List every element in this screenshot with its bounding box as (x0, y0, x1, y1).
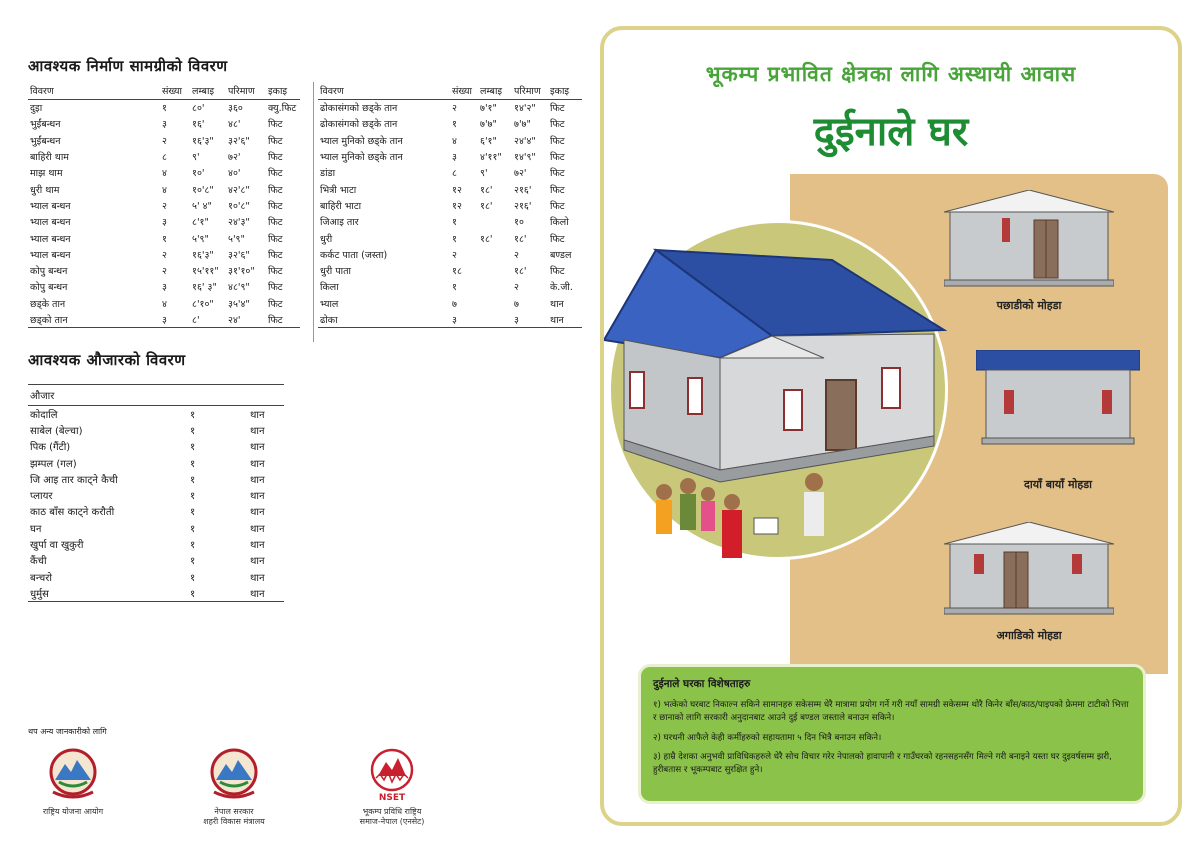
table-cell: ४८'९" (228, 282, 250, 294)
table-cell: १ (190, 507, 196, 519)
column-header: इकाइ (548, 84, 582, 100)
table-cell: २१६' (514, 200, 532, 212)
table-cell: २४' (226, 311, 266, 327)
table-cell: ३२'६" (228, 249, 250, 261)
table-row (318, 214, 582, 230)
people-group (656, 473, 824, 558)
tools-table (28, 384, 284, 602)
table-cell: २४'३" (228, 217, 250, 229)
table-row (28, 246, 300, 262)
table-cell: १ (190, 523, 196, 535)
table-cell: थान (548, 311, 582, 327)
table-cell: फिट (550, 135, 565, 147)
cover-subtitle: भूकम्प प्रभावित क्षेत्रका लागि अस्थायी आवास (705, 62, 1077, 86)
table-cell: भ्याल बन्धन (30, 217, 71, 229)
table-cell: १४'२" (514, 103, 536, 115)
table-cell: दुइा (30, 103, 43, 115)
table-cell: ५'९" (192, 233, 209, 245)
table-cell: ३५'४" (228, 298, 250, 310)
table-cell: भ्याल बन्धन (30, 200, 71, 212)
table-cell: फिट (266, 311, 300, 327)
table-cell: १ (190, 556, 196, 568)
front-elevation-caption: अगाडिको मोहडा (996, 629, 1062, 642)
table-cell: १८' (480, 184, 493, 196)
table-row (318, 246, 582, 262)
table-cell (478, 262, 512, 278)
nset-logo-icon (366, 746, 418, 804)
table-cell: छड्को तान (28, 311, 160, 327)
table-cell: ३ (160, 311, 190, 327)
table-cell: थान (250, 458, 265, 470)
table-cell: फिट (550, 119, 565, 131)
table-cell: १५'११" (192, 266, 219, 278)
table-cell: फिट (550, 233, 565, 245)
table-row (28, 295, 300, 311)
table-cell: जिआइ तार (320, 217, 359, 229)
column-header: इकाइ (266, 84, 300, 100)
table-cell: १ (190, 409, 196, 421)
table-cell: भुईंबन्धन (30, 135, 61, 147)
column-header: लम्बाइ (478, 84, 512, 100)
table-cell: ८०' (192, 103, 205, 115)
table-row (318, 279, 582, 295)
features-heading: दुईनाले घरका विशेषताहरु (653, 678, 751, 690)
table-cell: साबेल (बेल्चा) (30, 425, 83, 437)
table-row (28, 197, 300, 213)
back-elevation-caption: पछाडीको मोहडा (996, 299, 1062, 312)
table-cell: डांडा (320, 168, 336, 180)
table-cell: कोपु बन्धन (30, 266, 68, 278)
table-cell: ८'१" (192, 217, 209, 229)
table-row (28, 165, 300, 181)
table-cell: १८' (514, 266, 527, 278)
table-cell: २४'४" (514, 135, 536, 147)
table-cell: १८ (452, 266, 462, 278)
table-cell: १०' (192, 168, 205, 180)
table-cell: फिट (550, 152, 565, 164)
table-cell: फिट (550, 266, 565, 278)
table-cell: ७ (514, 298, 519, 310)
logo-subcaption: शहरी विकास मंत्रालय (203, 817, 265, 826)
table-cell: भ्याल मुनिको छड्के तान (320, 152, 403, 164)
column-header: विवरण (28, 84, 160, 100)
table-cell: ९' (192, 152, 200, 164)
table-cell: थान (250, 409, 265, 421)
table-cell: बण्डल (550, 249, 572, 261)
table-cell: १८' (514, 233, 527, 245)
table-cell: किला (320, 282, 339, 294)
table-cell: १० (514, 217, 524, 229)
table-cell: ६'१" (480, 135, 497, 147)
house-illustration (604, 240, 954, 580)
table-row (318, 132, 582, 148)
side-elevation-caption: दायाँ बायाँ मोहडा (1024, 478, 1092, 491)
table-row (28, 503, 284, 519)
logo-caption: भूकम्प प्रविधि राष्ट्रिय (362, 807, 422, 816)
table-cell: ३ (512, 311, 548, 327)
table-cell: थान (550, 298, 564, 310)
table-cell: भित्री भाटा (320, 184, 357, 196)
table-cell: ८' (190, 311, 226, 327)
table-cell: २१६' (514, 184, 532, 196)
table-row (28, 148, 300, 164)
table-cell: ढोका (318, 311, 450, 327)
table-row (318, 116, 582, 132)
table-cell: ८ (452, 168, 457, 180)
side-elevation-drawing (976, 350, 1140, 450)
table-cell: १२ (452, 184, 462, 196)
front-elevation-drawing (944, 522, 1114, 618)
cover-panel (600, 26, 1182, 826)
table-cell: १६' ३" (192, 282, 217, 294)
table-cell: थान (250, 540, 265, 552)
table-cell: ३ (162, 217, 167, 229)
table-row (28, 487, 284, 503)
table-cell: १ (162, 103, 167, 115)
table-cell: १ (190, 442, 196, 454)
table-cell: ७'१" (480, 103, 497, 115)
table-cell: ७'७" (480, 119, 497, 131)
table-row (28, 422, 284, 438)
table-cell (478, 279, 512, 295)
table-cell: फिट (268, 298, 283, 310)
table-cell: २ (162, 135, 167, 147)
features-box (638, 664, 1146, 804)
table-cell: १०'८" (228, 200, 250, 212)
materials-heading: आवश्यक निर्माण सामग्रीको विवरण (28, 57, 228, 75)
table-row (28, 536, 284, 552)
table-cell: के.जी. (550, 282, 573, 294)
table-cell: २ (162, 249, 167, 261)
table-cell: १६'३" (192, 249, 214, 261)
nepal-emblem-icon (45, 746, 101, 804)
table-cell: जि आइ तार काट्ने कैची (30, 474, 118, 486)
table-cell: फिट (550, 184, 565, 196)
table-cell: भ्याल मुनिको छड्के तान (320, 135, 403, 147)
table-cell (478, 246, 512, 262)
table-row (28, 116, 300, 132)
table-cell: थान (250, 425, 265, 437)
column-header: लम्बाइ (190, 84, 226, 100)
table-cell: १ (162, 233, 167, 245)
table-cell: फिट (550, 200, 565, 212)
table-cell: १ (190, 425, 196, 437)
table-cell: ७२' (514, 168, 527, 180)
table-cell: फिट (268, 200, 283, 212)
table-cell: २ (514, 249, 519, 261)
table-row (28, 214, 300, 230)
table-row (318, 230, 582, 246)
table-cell: ९' (480, 168, 488, 180)
table-row (28, 279, 300, 295)
table-cell: ३२'६" (228, 135, 250, 147)
table-cell: थान (250, 507, 265, 519)
table-cell: ७२' (228, 152, 241, 164)
table-cell: भ्याल (320, 298, 339, 310)
table-cell: २ (452, 103, 457, 115)
table-cell: घन (30, 523, 42, 535)
table-cell: झम्पल (गल) (30, 458, 77, 470)
table-cell: फिट (268, 217, 283, 229)
table-cell: फिट (268, 168, 283, 180)
back-elevation-drawing (944, 190, 1114, 290)
table-cell: ढोकासंगको छड्के तान (320, 119, 398, 131)
column-header: परिमाण (226, 84, 266, 100)
table-cell: ३१'१०" (228, 266, 255, 278)
table-cell: कोपु बन्धन (30, 282, 68, 294)
table-cell: धुरी पाता (320, 266, 351, 278)
column-header: परिमाण (512, 84, 548, 100)
nset-logo-block (334, 746, 450, 827)
table-cell: १२ (452, 200, 462, 212)
table-cell: बाहिरी थाम (30, 152, 69, 164)
table-cell: १ (190, 474, 196, 486)
table-row (28, 552, 284, 568)
table-row (28, 132, 300, 148)
table-cell: १ (452, 119, 457, 131)
table-row (28, 520, 284, 536)
table-cell: २ (452, 249, 457, 261)
npc-logo-block (28, 746, 118, 817)
table-cell: बाहिरी भाटा (320, 200, 362, 212)
table-row (28, 438, 284, 454)
table-row (28, 454, 284, 470)
table-cell: १४'९" (514, 152, 536, 164)
table-cell: १ (190, 491, 196, 503)
tools-header: औजार (28, 385, 284, 406)
table-cell: फिट (550, 168, 565, 180)
table-cell: ३६० (228, 103, 243, 115)
table-cell: ५'९" (228, 233, 245, 245)
table-row (318, 100, 582, 116)
table-cell: २ (162, 266, 167, 278)
table-cell: ४०' (228, 168, 241, 180)
table-row (28, 406, 284, 422)
table-row (28, 230, 300, 246)
table-cell: ८ (162, 152, 167, 164)
table-cell: कोदालि (30, 409, 58, 421)
table-cell: १ (452, 282, 457, 294)
table-cell: थान (250, 474, 265, 486)
table-row (28, 471, 284, 487)
table-cell: ४ (452, 135, 457, 147)
table-cell: फिट (268, 233, 283, 245)
table-cell: धुरी थाम (30, 184, 60, 196)
nepal-emblem-icon (206, 746, 262, 804)
table-row (28, 585, 284, 601)
moud-logo-block (184, 746, 284, 827)
table-cell: बन्चरो (30, 572, 52, 584)
table-cell: ५' ४" (192, 200, 212, 212)
feature-item: २) घरधनी आफैले केही कर्मीहरुको सहायतामा ५ दिन भित्रै बनाउन सकिने। (653, 732, 882, 743)
table-cell: थान (250, 442, 265, 454)
table-cell: खुर्पा वा खुकुरी (30, 540, 84, 552)
table-cell: थान (248, 585, 284, 601)
column-header: संख्या (450, 84, 478, 100)
table-cell: क्यु.फिट (268, 103, 297, 115)
table-cell: ७ (452, 298, 457, 310)
table-cell: १ (190, 572, 196, 584)
table-cell: किलो (550, 217, 569, 229)
table-cell: २ (514, 282, 519, 294)
table-cell: फिट (268, 266, 283, 278)
table-cell: पिक (गैंटी) (30, 442, 71, 454)
table-cell: ४'११" (480, 152, 502, 164)
table-cell: धुर्मुस (28, 585, 188, 601)
more-info-label: थप अन्य जानकारीको लागि (28, 727, 107, 736)
table-row (28, 262, 300, 278)
materials-table-right (318, 84, 582, 328)
table-cell: ३ (450, 311, 478, 327)
column-divider (313, 82, 314, 342)
table-cell: १ (452, 233, 457, 245)
table-cell: प्लायर (30, 491, 53, 503)
table-cell: फिट (268, 135, 283, 147)
feature-item: १) भत्केको घरबाट निकाल्न सकिने सामानहरु सकेसम्म धेरै मात्रामा प्रयोग गर्ने गरी नयाँ सामग्री सकेसम्म थोरै किनेर बाँस/काठ/पाइपको फ्रेममा टाटीको भित्ता र छानाको लागि सरकारी अनुदानबाट आउने दुई बण्डल जस्ताले बनाउन सकिने। (653, 700, 1129, 724)
table-row (318, 295, 582, 311)
tools-heading: आवश्यक औजारको विवरण (28, 351, 186, 369)
cover-title: दुईनाले घर (813, 109, 969, 155)
table-cell: २ (162, 200, 167, 212)
table-cell (478, 295, 512, 311)
table-row (28, 311, 300, 327)
table-cell: ४८' (228, 119, 241, 131)
table-cell: ८'१०" (192, 298, 214, 310)
table-cell: फिट (268, 282, 283, 294)
table-cell (478, 311, 512, 327)
table-cell: ४ (162, 298, 167, 310)
table-cell: माझ थाम (30, 168, 63, 180)
column-header: विवरण (318, 84, 450, 100)
table-row (318, 262, 582, 278)
table-cell: १६'३" (192, 135, 214, 147)
table-cell: फिट (268, 152, 283, 164)
table-cell: १ (190, 540, 196, 552)
table-cell: ३ (452, 152, 457, 164)
table-cell: भुईंबन्धन (30, 119, 61, 131)
table-cell: कैंची (30, 556, 47, 568)
table-cell: १ (190, 458, 196, 470)
table-cell: छड्के तान (30, 298, 66, 310)
table-cell: फिट (550, 103, 565, 115)
table-cell: १ (188, 585, 248, 601)
table-cell: १०'८" (192, 184, 214, 196)
table-cell: काठ बाँस काट्ने करौती (30, 507, 115, 519)
table-cell: धुरी (320, 233, 333, 245)
table-cell: कर्कट पाता (जस्ता) (320, 249, 388, 261)
nset-badge: NSET (378, 793, 406, 803)
table-row (318, 197, 582, 213)
table-cell: ७'७" (514, 119, 531, 131)
table-cell: फिट (268, 119, 283, 131)
table-cell: ३ (162, 282, 167, 294)
table-cell (478, 214, 512, 230)
table-row (28, 181, 300, 197)
table-cell: ४ (162, 184, 167, 196)
table-row (318, 311, 582, 327)
column-header: संख्या (160, 84, 190, 100)
table-cell: थान (250, 572, 265, 584)
table-cell: ढोकासंगको छड्के तान (320, 103, 398, 115)
table-cell: फिट (268, 249, 283, 261)
feature-item: ३) हाम्रै देशका अनुभवी प्राविधिकहरुले धेरै सोच विचार गरेर नेपालको हावापानी र गाउँघरको रहनसहनसँग मिल्ने गरी बनाइने यस्ता घर दुइवर्षसम्म झरी, हुरीबतास र भूकम्पबाट सुरक्षित हुने। (653, 751, 1112, 776)
table-cell: १८' (480, 200, 493, 212)
table-row (318, 181, 582, 197)
table-cell: ३ (162, 119, 167, 131)
table-cell: ४२'८" (228, 184, 250, 196)
materials-table-left (28, 84, 300, 328)
table-cell: थान (250, 491, 265, 503)
table-cell: १ (452, 217, 457, 229)
table-cell: थान (250, 556, 265, 568)
table-cell: भ्याल बन्धन (30, 249, 71, 261)
table-row (318, 165, 582, 181)
table-row (28, 100, 300, 116)
table-cell: ४ (162, 168, 167, 180)
table-cell: १६' (192, 119, 205, 131)
table-row (28, 568, 284, 584)
table-cell: थान (250, 523, 265, 535)
table-cell: फिट (268, 184, 283, 196)
table-cell: १८' (480, 233, 493, 245)
logo-subcaption: समाज-नेपाल (एनसेट) (359, 817, 425, 826)
logo-caption: नेपाल सरकार (214, 807, 254, 816)
logo-caption: राष्ट्रिय योजना आयोग (42, 807, 104, 816)
table-row (318, 148, 582, 164)
table-cell: भ्याल बन्धन (30, 233, 71, 245)
